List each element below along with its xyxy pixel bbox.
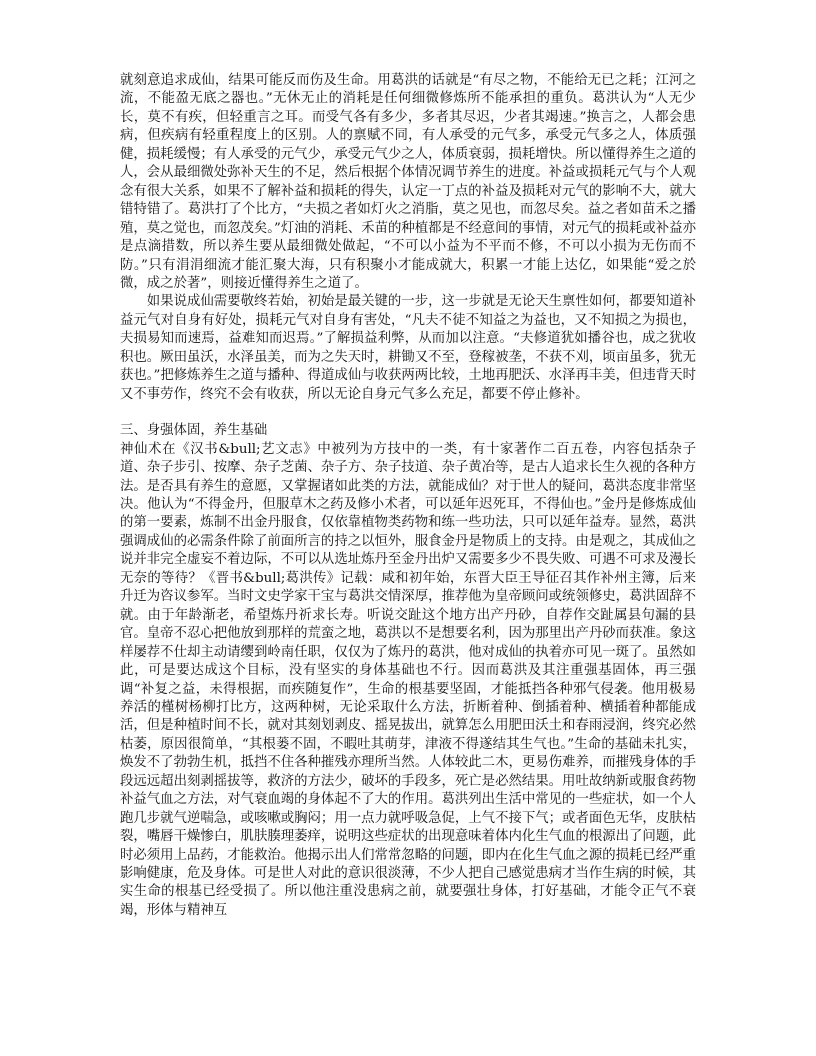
paragraph-cultivation: 如果说成仙需要敬终若始，初始是最关键的一步，这一步就是无论天生禀性如何，都要知道补益元气对自身有好处，损耗元气对自身有害处，“凡夫不徒不知益之为益也，又不知损之为损也，夫损易知而速焉，益难知而迟焉。”了解损益利弊，从而加以注意。“夫修道犹如播谷也，成之犹收积也。厥田虽沃，水泽虽美，而为之失天时，耕锄又不至，登稼被垄，不获不刈，顷亩虽多，犹无获也。”把修炼养生之道与播种、得道成仙与收获两两比较，土地再肥沃、水泽再丰美，但违背天时又不事劳作，终究不会有收获，所以无论自身元气多么充足，都要不停止修补。 bbox=[120, 294, 696, 402]
paragraph-spacer bbox=[120, 404, 696, 422]
document-page bbox=[120, 72, 696, 920]
paragraph-immortality-arts: 神仙术在《汉书&bull;艺文志》中被列为方技中的一类，有十家著作二百五卷，内容包括杂子道、杂子步引、按摩、杂子芝菌、杂子方、杂子技道、杂子黄冶等，是古人追求长生久视的各种方法。是否具有养生的意愿，又掌握诸如此类的方法，就能成仙？对于世人的疑问，葛洪态度非常坚决。他认为“不得金丹，但服草木之药及修小术者，可以延年迟死耳，不得仙也。”金丹是修炼成仙的第一要素，炼制不出金丹服食，仅依靠植物类药物和练一些功法，只可以延年益寿。显然，葛洪强调成仙的必需条件除了前面所言的持之以恒外，服食金丹是物质上的支持。由是观之，其成仙之说并非完全虚妄不着边际，不可以从选址炼丹至金丹出炉又需要多少不畏失败、可遇不可求及漫长无奈的等待？《晋书&bull;葛洪传》记载：咸和初年始，东晋大臣王导征召其作补州主簿，后来升迁为咨议参军。当时文史学家干宝与葛洪交情深厚，推荐他为皇帝顾问或统领修史，葛洪固辞不就。由于年龄渐老，希望炼丹祈求长寿。听说交趾这个地方出产丹砂，自荐作交趾属县句漏的县官。皇帝不忍心把他放到那样的荒蛮之地，葛洪以不是想要名利，因为那里出产丹砂而获准。象这样屡荐不仕却主动请缨到岭南任职，仅仅为了炼丹的葛洪，他对成仙的执着亦可见一斑了。虽然如此，可是要达成这个目标，没有坚实的身体基础也不行。因而葛洪及其注重强基固体，再三强调“补复之益，未得根据，而疾随复作”，生命的根基要坚固，才能抵挡各种邪气侵袭。他用极易养活的槿树杨柳打比方，这两种树，无论采取什么方法，折断着种、倒插着种、横插着种都能成活，但是种植时间不长，就对其刻划剥皮、摇晃拔出，就算怎么用肥田沃土和春雨浸润，终究必然枯萎，原因很简单，“其根蒌不固，不暇吐其萌芽，津液不得遂结其生气也。”生命的基础未扎实，焕发不了勃勃生机，抵挡不住各种摧残亦理所当然。人体较此二木，更易伤难养，而摧残身体的手段远远超出刻剥摇拔等，救济的方法少，破坏的手段多，死亡是必然结果。用吐故纳新或服食药物补益气血之方法，对气衰血竭的身体起不了大的作用。葛洪列出生活中常见的一些症状，如一个人跑几步就气逆喘急，或咳嗽或胸闷；用一点力就呼吸急促，上气不接下气；或者面色无华，皮肤枯裂，嘴唇干燥惨白，肌肤腠理萎痒，说明这些症状的出现意味着体内化生气血的根源出了问题，此时必须用上品药，才能救治。他揭示出人们常常忽略的问题，即内在化生气血之源的损耗已经严重影响健康，危及身体。可是世人对此的意识很淡薄，不少人把自己感觉患病才当作生病的时候，其实生命的根基已经受损了。所以他注重没患病之前，就要强壮身体，打好基础，才能令正气不衰竭，形体与精神互 bbox=[120, 441, 696, 918]
section-heading: 三、身强体固，养生基础 bbox=[120, 423, 268, 439]
paragraph-continuation: 就刻意追求成仙，结果可能反而伤及生命。用葛洪的话就是“有尽之物，不能给无已之耗；江河之流，不能盈无底之器也。”无休无止的消耗是任何细微修炼所不能承担的重负。葛洪认为“人无少长，莫不有疾，但轻重言之耳。而受气各有多少，多者其尽迟，少者其竭速。”换言之，人都会患病，但疾病有轻重程度上的区别。人的禀赋不同，有人承受的元气多，承受元气多之人，体质强健，损耗缓慢；有人承受的元气少，承受元气少之人，体质衰弱，损耗增快。所以懂得养生之道的人，会从最细微处弥补天生的不足，然后根据个体情况调节养生的进度。补益或损耗元气与个人观念有很大关系，如果不了解补益和损耗的得失，认定一丁点的补益及损耗对元气的影响不大，就大错特错了。葛洪打了个比方，“夫损之者如灯火之消脂，莫之见也，而忽尽矣。益之者如苗禾之播殖，莫之觉也，而忽茂矣。”灯油的消耗、禾苗的种植都是不经意间的事情，对元气的损耗或补益亦是点滴措数，所以养生要从最细微处做起，“不可以小益为不平而不修，不可以小损为无伤而不防。”只有涓涓细流才能汇聚大海，只有积聚小才能成就大，积累一才能上达亿，如果能“爱之於微，成之於著”，则接近懂得养生之道了。 bbox=[120, 73, 696, 291]
